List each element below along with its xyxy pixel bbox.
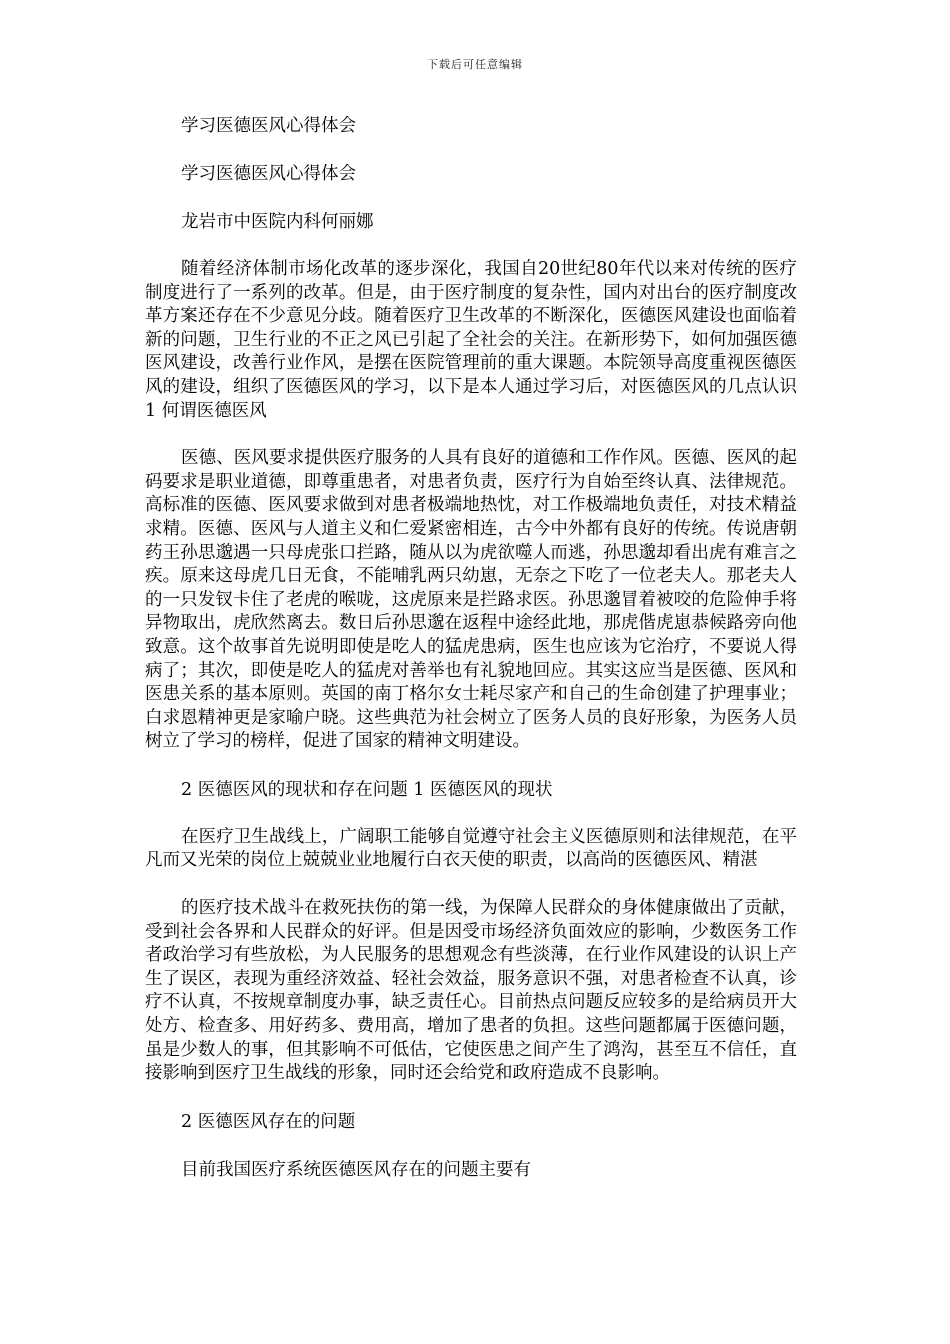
document-subtitle: 学习医德医风心得体会: [181, 164, 356, 184]
document-author: 龙岩市中医院内科何丽娜: [181, 212, 374, 232]
document-title: 学习医德医风心得体会: [181, 116, 356, 136]
paragraph-intro: 随着经济体制市场化改革的逐步深化，我国自20世纪80年代以来对传统的医疗制度进行了一系列的改革。但是，由于医疗制度的复杂性，国内对出台的医疗制度改革方案还存在不少意见分歧。随着医疗卫生改革的不断深化，医德医风建设也面临着新的问题，卫生行业的不正之风已引起了全社会的关注。在新形势下，如何加强医德医风建设，改善行业作风，是摆在医院管理前的重大课题。本院领导高度重视医德医风的建设，组织了医德医风的学习，以下是本人通过学习后，对医德医风的几点认识 1 何谓医德医风: [145, 259, 797, 421]
section-heading-problems: 2 医德医风存在的问题: [181, 1111, 356, 1132]
paragraph-status-continued: 的医疗技术战斗在救死扶伤的第一线，为保障人民群众的身体健康做出了贡献，受到社会各界和人民群众的好评。但是因受市场经济负面效应的影响，少数医务工作者政治学习有些放松，为人民服务的思想观念有些淡薄，在行业作风建设的认识上产生了误区，表现为重经济效益、轻社会效益，服务意识不强，对患者检查不认真，诊疗不认真，不按规章制度办事，缺乏责任心。目前热点问题反应较多的是给病员开大处方、检查多、用好药多、费用高，增加了患者的负担。这些问题都属于医德问题，虽是少数人的事，但其影响不可低估，它使医患之间产生了鸿沟，甚至互不信任，直接影响到医疗卫生战线的形象，同时还会给党和政府造成不良影响。: [145, 898, 797, 1084]
section-heading-status: 2 医德医风的现状和存在问题 1 医德医风的现状: [181, 779, 553, 800]
document-body: [145, 114, 797, 1206]
paragraph-problems: 目前我国医疗系统医德医风存在的问题主要有: [181, 1159, 531, 1180]
page-header: 下载后可任意编辑: [427, 58, 523, 71]
paragraph-status: 在医疗卫生战线上，广阔职工能够自觉遵守社会主义医德原则和法律规范，在平凡而又光荣的岗位上兢兢业业地履行白衣天使的职责，以高尚的医德医风、精湛: [145, 826, 797, 871]
paragraph-definition: 医德、医风要求提供医疗服务的人具有良好的道德和工作作风。医德、医风的起码要求是职业道德，即尊重患者，对患者负责，医疗行为自始至终认真、法律规范。高标准的医德、医风要求做到对患者极端地热忱，对工作极端地负责任，对技术精益求精。医德、医风与人道主义和仁爱紧密相连，古今中外都有良好的传统。传说唐朝药王孙思邈遇一只母虎张口拦路，随从以为虎欲噬人而逃，孙思邈却看出虎有难言之疾。原来这母虎几日无食，不能哺乳两只幼崽，无奈之下吃了一位老夫人。那老夫人的一只发钗卡住了老虎的喉咙，这虎原来是拦路求医。孙思邈冒着被咬的危险伸手将异物取出，虎欣然离去。数日后孙思邈在返程中途经此地，那虎偕虎崽恭候路旁向他致意。这个故事首先说明即使是吃人的猛虎患病，医生也应该为它治疗，不要说人得病了；其次，即使是吃人的猛虎对善举也有礼貌地回应。其实这应当是医德、医风和医患关系的基本原则。英国的南丁格尔女士耗尽家产和自己的生命创建了护理事业；白求恩精神更是家喻户晓。这些典范为社会树立了医务人员的良好形象，为医务人员树立了学习的榜样，促进了国家的精神文明建设。: [145, 448, 797, 752]
